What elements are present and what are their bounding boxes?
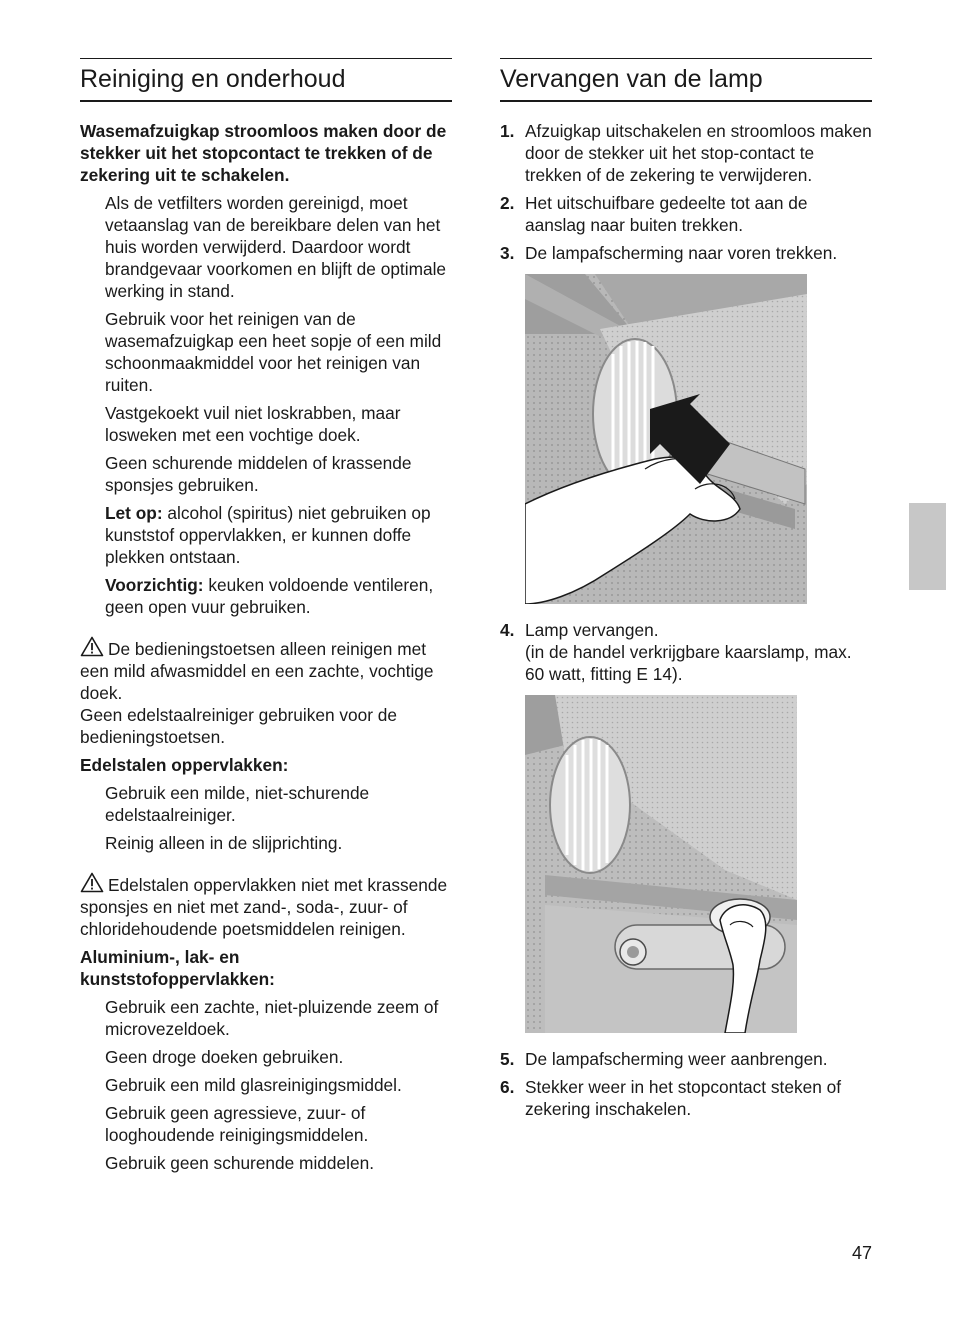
step-4-line2: (in de handel verkrijgbare kaarslamp, max. 60 watt, fitting E 14). (525, 642, 852, 684)
warning-controls-line2: Geen edelstaalreiniger gebruiken voor de bedieningstoetsen. (80, 705, 398, 747)
step-number: 1. (500, 121, 515, 141)
step-number: 3. (500, 243, 515, 263)
section-title-lamp: Vervangen van de lamp (500, 58, 872, 102)
paragraph-no-abrasives: Geen schurende middelen of krassende sponsjes gebruiken. (105, 453, 412, 495)
step-number: 5. (500, 1049, 515, 1069)
step-number: 4. (500, 620, 515, 640)
step-2 (500, 192, 872, 236)
alu-heading-line1: Aluminium-, lak- en (80, 947, 240, 967)
step-text: Het uitschuifbare gedeelte tot aan de aanslag naar buiten trekken. (525, 193, 808, 235)
illustration-replace-lamp (525, 695, 872, 1038)
left-column (80, 58, 452, 1180)
alu-item: Gebruik geen schurende middelen. (105, 1153, 374, 1173)
step-text: Stekker weer in het stopcontact steken of zekering inschakelen. (525, 1077, 842, 1119)
alu-heading (80, 946, 452, 990)
illustration-pull-lamp-cover (525, 274, 872, 609)
right-column (500, 58, 872, 1126)
paragraph-cleaning-agent: Gebruik voor het reinigen van de wasemafzuigkap een heet sopje of een mild schoonmaakmiddel voor het reinigen van ruiten. (105, 309, 442, 395)
stainless-item: Reinig alleen in de slijprichting. (105, 833, 343, 853)
illustration-replace-lamp-svg (525, 695, 797, 1033)
paragraph-vetfilters: Als de vetfilters worden gereinigd, moet vetaanslag van de bereikbare delen van het huis worden verwijderd. Daardoor wordt brandgevaar voorkomen en blijft de optimale werking in stand. (105, 193, 447, 301)
step-number: 2. (500, 193, 515, 213)
step-1 (500, 120, 872, 186)
warning-controls (80, 636, 452, 748)
section-title-cleaning: Reiniging en onderhoud (80, 58, 452, 102)
stainless-heading: Edelstalen oppervlakken: (80, 755, 289, 775)
warning-controls-line1: De bedieningstoetsen alleen reinigen met een mild afwasmiddel en een zachte, vochtige doek. (80, 639, 434, 703)
intro-instruction: Wasemafzuigkap stroomloos maken door de stekker uit het stopcontact te trekken of de zekering uit te schakelen. (80, 121, 447, 185)
step-text: Afzuigkap uitschakelen en stroomloos maken door de stekker uit het stop-contact te trekken of de zekering te verwijderen. (525, 121, 872, 185)
warning-triangle-icon (80, 872, 104, 893)
alu-item: Gebruik geen agressieve, zuur- of looghoudende reinigingsmiddelen. (105, 1103, 369, 1145)
step-6 (500, 1076, 872, 1120)
step-number: 6. (500, 1077, 515, 1097)
letop-label: Let op: (105, 503, 163, 523)
paragraph-stuck-dirt: Vastgekoekt vuil niet loskrabben, maar losweken met een vochtige doek. (105, 403, 401, 445)
stainless-item: Gebruik een milde, niet-schurende edelstaalreiniger. (105, 783, 370, 825)
step-text: De lampafscherming weer aanbrengen. (525, 1049, 828, 1069)
illustration-pull-lamp-cover-svg (525, 274, 807, 604)
step-3 (500, 242, 872, 264)
step-5 (500, 1048, 872, 1070)
warning-stainless (80, 872, 452, 940)
paragraph-voorzichtig (105, 574, 452, 618)
alu-item: Gebruik een zachte, niet-pluizende zeem of microvezeldoek. (105, 997, 439, 1039)
voorzichtig-label: Voorzichtig: (105, 575, 204, 595)
alu-item: Gebruik een mild glasreinigingsmiddel. (105, 1075, 402, 1095)
step-4 (500, 619, 872, 685)
step-4-line1: Lamp vervangen. (525, 620, 659, 640)
page-number: 47 (851, 1243, 872, 1263)
paragraph-letop (105, 502, 452, 568)
step-4-text (525, 619, 872, 685)
warning-stainless-text: Edelstalen oppervlakken niet met krassende sponsjes en niet met zand-, soda-, zuur- of chloridehoudende poetsmiddelen reinigen. (80, 875, 448, 939)
alu-item: Geen droge doeken gebruiken. (105, 1047, 344, 1067)
side-tab-marker (909, 503, 946, 590)
voorzichtig-text: keuken voldoende ventileren, geen open vuur gebruiken. (105, 575, 434, 617)
letop-text: alcohol (spiritus) niet gebruiken op kunststof oppervlakken, er kunnen doffe plekken ontstaan. (105, 503, 431, 567)
alu-heading-line2: kunststofoppervlakken: (80, 969, 275, 989)
warning-triangle-icon (80, 636, 104, 657)
step-text: De lampafscherming naar voren trekken. (525, 243, 838, 263)
